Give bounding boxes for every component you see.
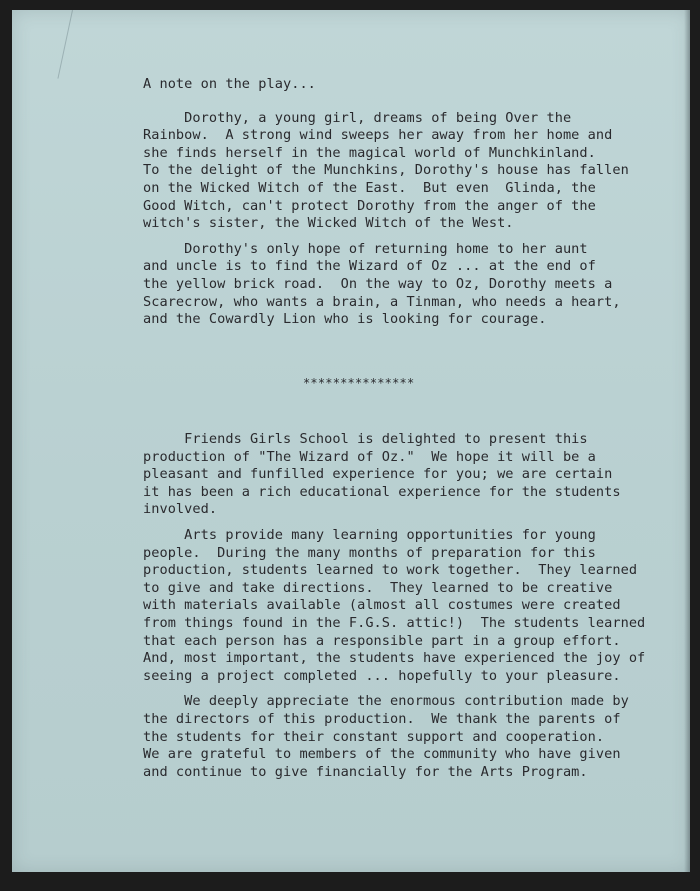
text-line: the students for their constant support and cooperation. bbox=[143, 728, 605, 745]
text-line: witch's sister, the Wicked Witch of the West. bbox=[143, 215, 514, 232]
text-line: the directors of this production. We thank the parents of bbox=[143, 710, 621, 727]
paragraph-acknowledgements bbox=[143, 693, 688, 781]
paragraph-arts-learning bbox=[143, 527, 688, 685]
text-line: Dorothy's only hope of returning home to her aunt bbox=[143, 240, 588, 257]
text-line: with materials available (almost all costumes were created bbox=[143, 597, 621, 614]
text-line: production, students learned to work together. They learned bbox=[143, 562, 638, 579]
text-line: Arts provide many learning opportunities for young bbox=[143, 526, 596, 543]
text-line: and uncle is to find the Wizard of Oz ... at the end of bbox=[143, 258, 596, 275]
text-line: and continue to give financially for the Arts Program. bbox=[143, 763, 588, 780]
text-line: and the Cowardly Lion who is looking for courage. bbox=[143, 311, 547, 328]
paragraph-intro-plot bbox=[143, 110, 678, 233]
text-line: pleasant and funfilled experience for you; we are certain bbox=[143, 466, 613, 483]
document-text-part1 bbox=[143, 76, 678, 337]
page-heading: A note on the play... bbox=[143, 76, 316, 92]
paragraph-school-welcome bbox=[143, 431, 688, 519]
section-separator: *************** bbox=[303, 376, 415, 390]
text-line: people. During the many months of preparation for this bbox=[143, 544, 596, 561]
text-line: Scarecrow, who wants a brain, a Tinman, who needs a heart, bbox=[143, 293, 621, 310]
text-line: the yellow brick road. On the way to Oz, Dorothy meets a bbox=[143, 275, 613, 292]
text-line: production of "The Wizard of Oz." We hope it will be a bbox=[143, 448, 596, 465]
text-line: that each person has a responsible part in a group effort. bbox=[143, 632, 621, 649]
text-line: on the Wicked Witch of the East. But even Glinda, the bbox=[143, 179, 596, 196]
text-line: it has been a rich educational experience for the students bbox=[143, 483, 621, 500]
text-line: And, most important, the students have experienced the joy of bbox=[143, 650, 646, 667]
text-line: from things found in the F.G.S. attic!) The students learned bbox=[143, 614, 646, 631]
text-line: seeing a project completed ... hopefully to your pleasure. bbox=[143, 667, 621, 684]
text-line: Good Witch, can't protect Dorothy from the anger of the bbox=[143, 197, 596, 214]
text-line: Dorothy, a young girl, dreams of being Over the bbox=[143, 109, 572, 126]
text-line: Friends Girls School is delighted to present this bbox=[143, 431, 588, 447]
text-line: she finds herself in the magical world of Munchkinland. bbox=[143, 144, 596, 161]
text-line: to give and take directions. They learned to be creative bbox=[143, 579, 613, 596]
paper-crease bbox=[57, 10, 73, 79]
document-text-part2 bbox=[143, 431, 688, 781]
text-line: Rainbow. A strong wind sweeps her away from her home and bbox=[143, 127, 613, 144]
text-line: involved. bbox=[143, 501, 218, 518]
text-line: We deeply appreciate the enormous contribution made by bbox=[143, 693, 629, 710]
paragraph-journey bbox=[143, 241, 678, 329]
text-line: To the delight of the Munchkins, Dorothy's house has fallen bbox=[143, 162, 629, 179]
text-line: We are grateful to members of the community who have given bbox=[143, 746, 621, 763]
